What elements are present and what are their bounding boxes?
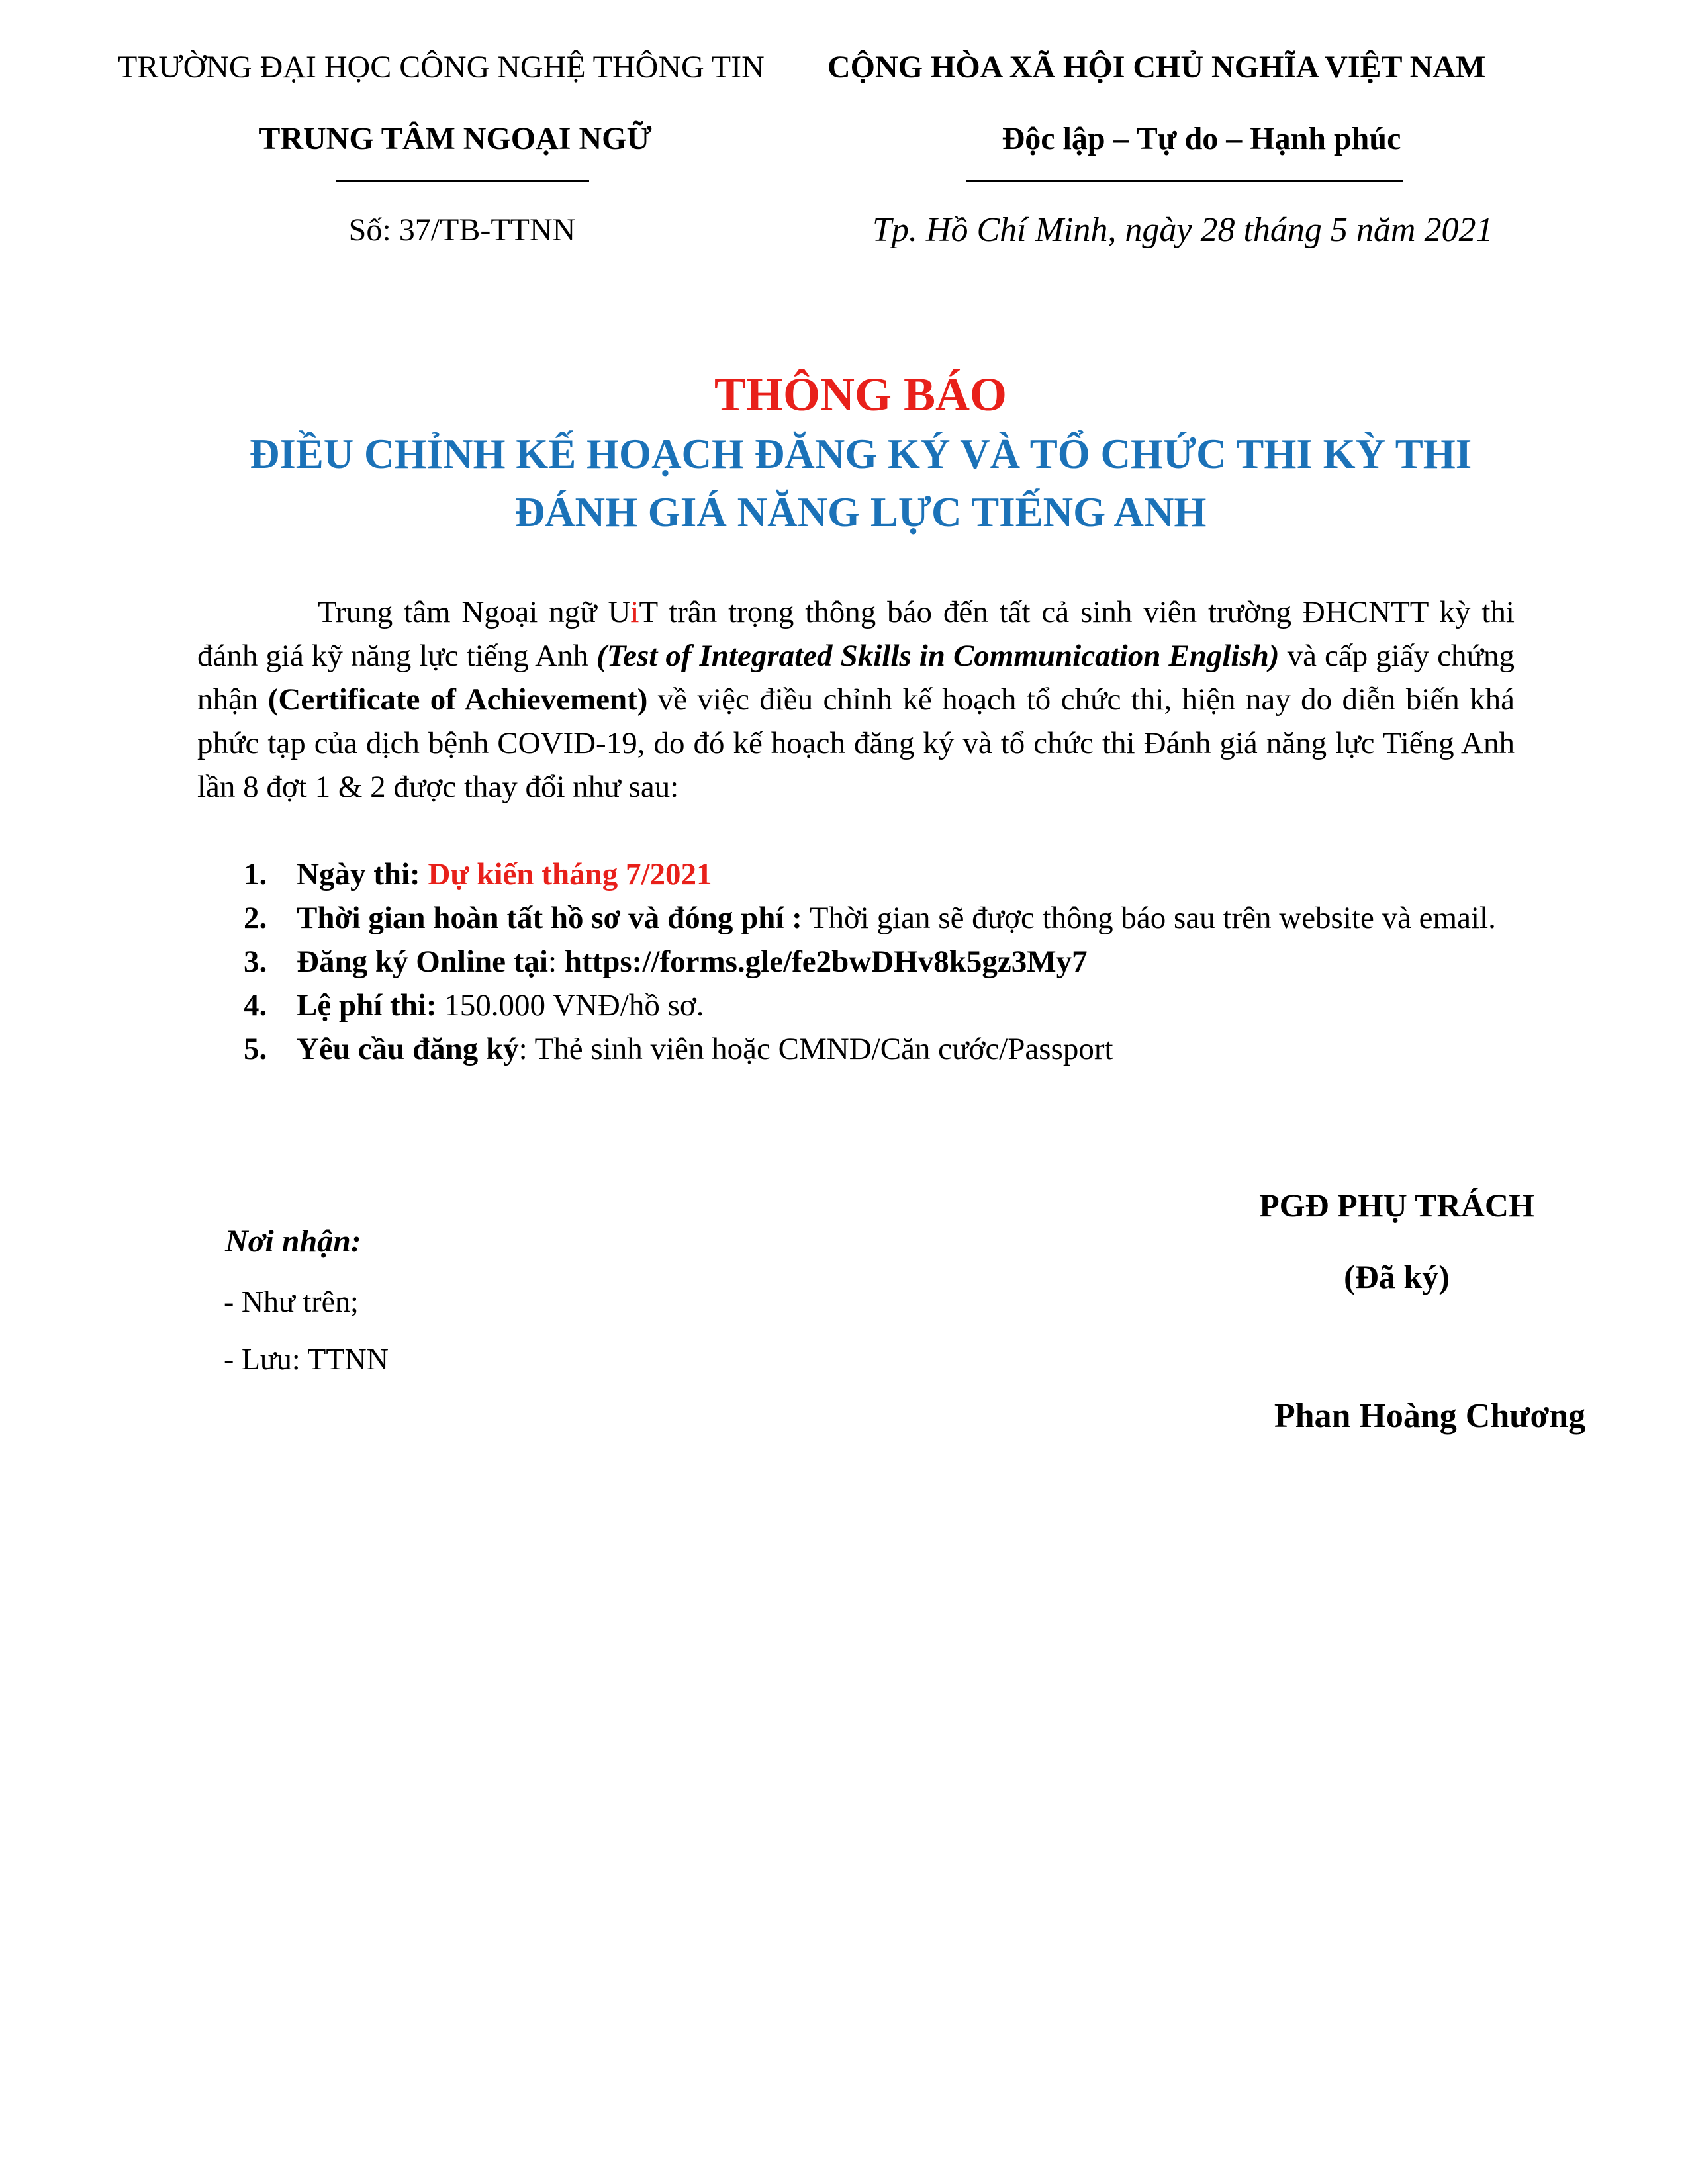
item-value: Thẻ sinh viên hoặc CMND/Căn cước/Passport (534, 1032, 1113, 1066)
right-header-rule (966, 180, 1403, 182)
item-label: Lệ phí thi: (297, 988, 437, 1023)
left-header-rule (336, 180, 589, 182)
intro-text-c: và cấp giấy chứng nhận (197, 639, 1515, 717)
intro-paragraph (197, 590, 1515, 809)
item-value: Thời gian sẽ được thông báo sau trên website và email. (809, 901, 1496, 935)
item-label: Đăng ký Online tại (297, 944, 548, 979)
notice-subtitle-line1: ĐIỀU CHỈNH KẾ HOẠCH ĐĂNG KÝ VÀ TỔ CHỨC THI KỲ THI (249, 431, 1472, 477)
test-name: (Test of Integrated Skills in Communication English) (596, 639, 1280, 673)
list-item (244, 940, 1501, 983)
national-motto: Độc lập – Tự do – Hạnh phúc (1002, 121, 1401, 156)
intro-text-a: Trung tâm Ngoại ngữ U (318, 595, 631, 629)
document-number: Số: 37/TB-TTNN (348, 212, 576, 248)
item-number: 3. (244, 944, 267, 979)
exam-date-value: Dự kiến tháng 7/2021 (428, 857, 712, 891)
list-item (244, 852, 1501, 896)
signer-position: PGĐ PHỤ TRÁCH (1259, 1187, 1534, 1224)
list-item (244, 1027, 1501, 1071)
item-separator: : (548, 944, 565, 979)
item-number: 5. (244, 1032, 267, 1066)
item-value: 150.000 VNĐ/hồ sơ. (444, 988, 704, 1023)
item-separator: : (518, 1032, 535, 1066)
signer-name: Phan Hoàng Chương (1274, 1397, 1586, 1435)
list-item (244, 983, 1501, 1027)
item-number: 2. (244, 901, 267, 935)
item-label: Thời gian hoàn tất hồ sơ và đóng phí : (297, 901, 802, 935)
place-and-date: Tp. Hồ Chí Minh, ngày 28 tháng 5 năm 2021 (872, 211, 1493, 249)
issuer-university: TRƯỜNG ĐẠI HỌC CÔNG NGHỆ THÔNG TIN (118, 50, 765, 85)
national-title: CỘNG HÒA XÃ HỘI CHỦ NGHĨA VIỆT NAM (827, 50, 1486, 85)
certificate-name: (Certificate of Achievement) (267, 682, 648, 717)
list-item (244, 896, 1501, 940)
recipients-heading: Nơi nhận: (225, 1224, 361, 1259)
notice-body (197, 590, 1515, 809)
uit-logo-letter: i (630, 595, 639, 629)
notice-subtitle-line2: ĐÁNH GIÁ NĂNG LỰC TIẾNG ANH (514, 489, 1207, 535)
item-number: 1. (244, 857, 267, 891)
notice-title: THÔNG BÁO (714, 368, 1008, 421)
item-label: Ngày thi: (297, 857, 420, 891)
details-list (244, 852, 1501, 1071)
registration-link[interactable]: https://forms.gle/fe2bwDHv8k5gz3My7 (564, 944, 1088, 979)
item-number: 4. (244, 988, 267, 1023)
intro-text-d: về việc điều chỉnh kế hoạch tổ chức thi, hiện nay do diễn biến khá phức tạp của dịch bệnh COVID-19, do đó kế hoạch đăng ký và tổ chức thi Đánh giá năng lực Tiếng Anh lần 8 đợt 1 & 2 được thay đổi như sau: (197, 682, 1515, 804)
recipient-line: - Như trên; (224, 1285, 359, 1318)
recipient-line: - Lưu: TTNN (224, 1342, 389, 1376)
intro-text-b: T trân trọng thông báo đến tất cả sinh viên trường ĐHCNTT kỳ thi đánh giá kỹ năng lực tiếng Anh (197, 595, 1515, 673)
issuer-center: TRUNG TÂM NGOẠI NGỮ (259, 121, 652, 156)
item-label: Yêu cầu đăng ký (297, 1032, 519, 1066)
signed-note: (Đã ký) (1344, 1258, 1450, 1295)
